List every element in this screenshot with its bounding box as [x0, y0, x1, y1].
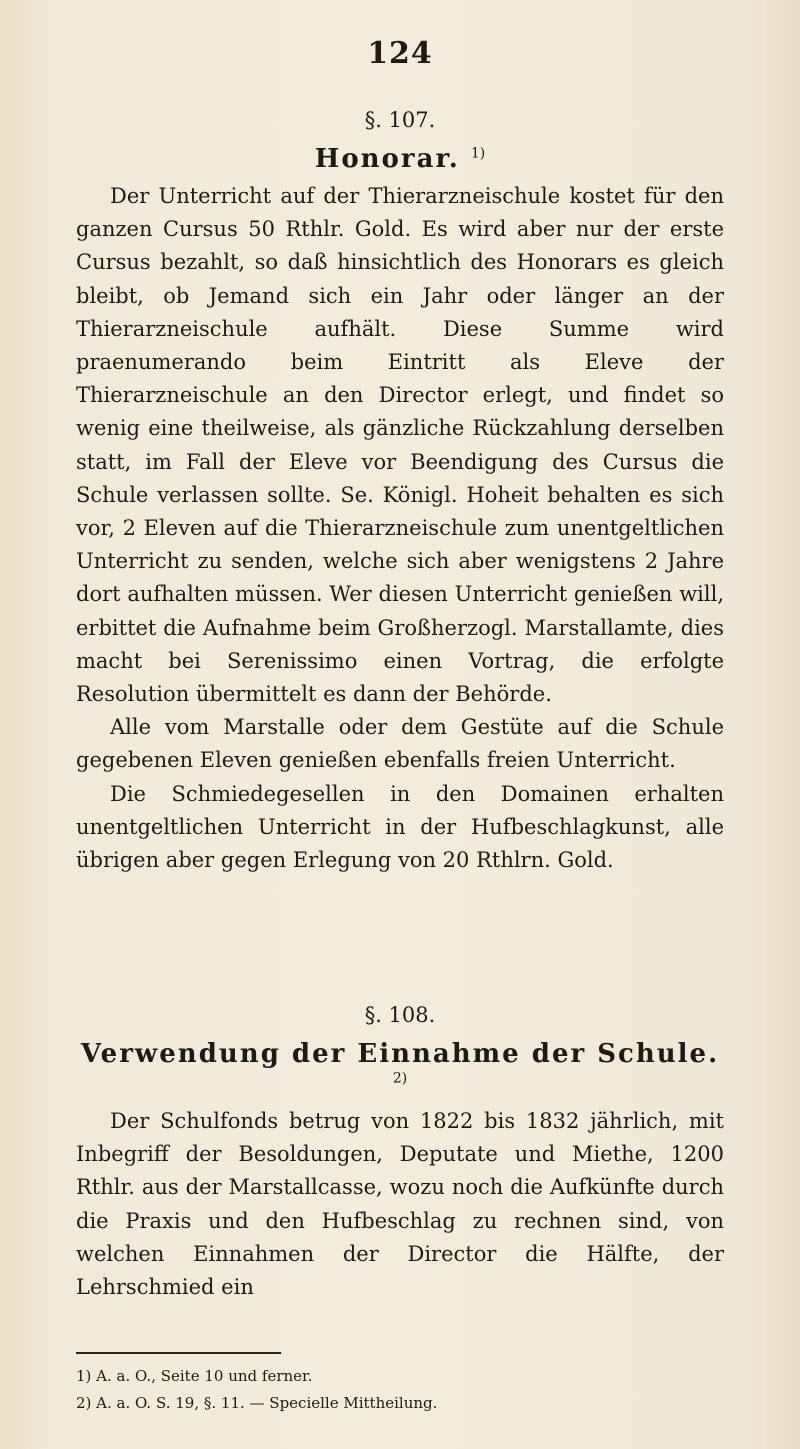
page-number: 124 — [367, 36, 433, 71]
footnote-divider — [76, 1352, 281, 1354]
section-107 — [76, 108, 724, 877]
footnote-ref: 1) — [470, 145, 486, 162]
paragraph: Der Schulfonds betrug von 1822 bis 1832 jährlich, mit Inbegriff der Besoldungen, Deputate und Miethe, 1200 Rthlr. aus der Marstallcasse, wozu noch die Aufkünfte durch die Praxis und den Hufbeschlag zu rechnen sind, von welchen Einnahmen der Director die Hälfte, der Lehrschmied ein — [76, 1109, 724, 1300]
section-heading — [76, 1039, 724, 1099]
section-title: Honorar. — [314, 144, 460, 174]
section-108 — [76, 1003, 724, 1304]
paragraph: Der Unterricht auf der Thierarzneischule kostet für den ganzen Cursus 50 Rthlr. Gold. Es wird aber nur der erste Cursus bezahlt, so daß hinsichtlich des Honorars es gleich bleibt, ob Jemand sich ein Jahr oder länger an der Thierarzneischule aufhält. Diese Summe wird praenumerando beim Eintritt als Eleve der Thierarzneischule an den Director erlegt, und findet so wenig eine theilweise, als gänzliche Rückzahlung derselben statt, im Fall der Eleve vor Beendigung des Cursus die Schule verlassen sollte. Se. Königl. Hoheit behalten es sich vor, 2 Eleven auf die Thierarzneischule zum unentgeltlichen Unterricht zu senden, welche sich aber wenigstens 2 Jahre dort aufhalten müssen. Wer diesen Unterricht genießen will, erbittet die Aufnahme beim Großherzogl. Marstallamte, dies macht bei Serenissimo einen Vortrag, die erfolgte Resolution übermittelt es dann der Behörde. — [76, 184, 724, 707]
section-number: §. 107. — [364, 108, 436, 132]
footnote: 2) A. a. O. S. 19, §. 11. — Specielle Mittheilung. — [76, 1394, 438, 1412]
footnote-ref: 2) — [392, 1070, 408, 1087]
section-title: Verwendung der Einnahme der Schule. — [80, 1039, 720, 1069]
paragraph: Die Schmiedegesellen in den Domainen erhalten unentgeltlichen Unterricht in der Hufbeschlagkunst, alle übrigen aber gegen Erlegung von 20 Rthlrn. Gold. — [76, 781, 724, 873]
section-number: §. 108. — [364, 1003, 436, 1027]
footnote: 1) A. a. O., Seite 10 und ferner. — [76, 1367, 313, 1385]
section-heading — [76, 144, 724, 174]
paragraph: Alle vom Marstalle oder dem Gestüte auf die Schule gegebenen Eleven genießen ebenfalls freien Unterricht. — [76, 715, 724, 773]
